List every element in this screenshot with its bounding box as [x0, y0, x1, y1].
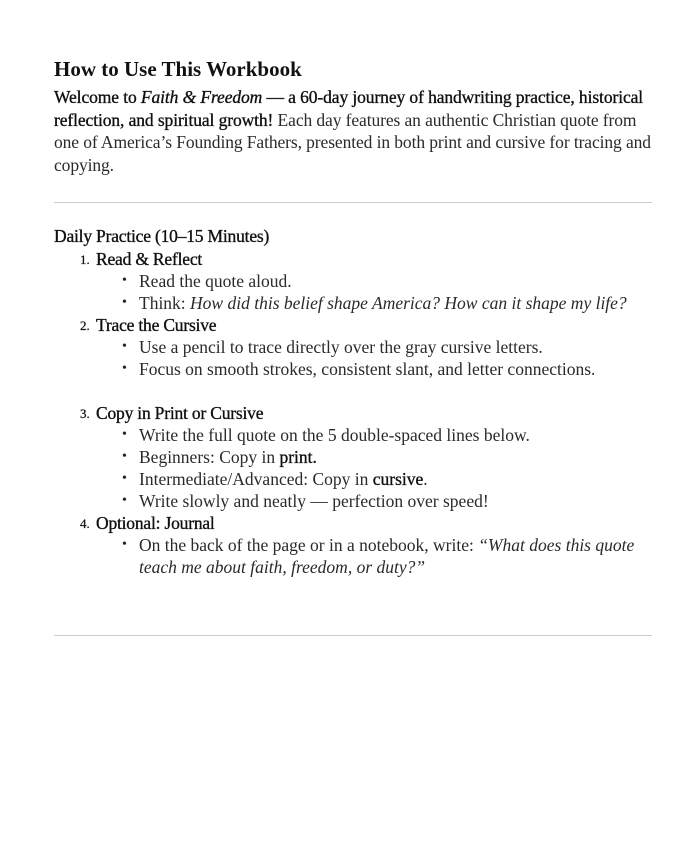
bullet-icon: • [122, 471, 127, 486]
bullet-item [122, 534, 652, 578]
bullet-text: Think: [139, 293, 191, 313]
step-number: 2. [80, 318, 90, 333]
bullet-icon: • [122, 537, 127, 552]
bullet-text: Read the quote aloud. [139, 271, 292, 291]
bullet-item [122, 424, 652, 446]
bullet-text: Write the full quote on the 5 double-spaced lines below. [139, 425, 530, 445]
intro-lead-prefix: Welcome to [54, 87, 141, 107]
step-item [54, 512, 652, 578]
page-title: How to Use This Workbook [54, 57, 302, 81]
bullet-icon: • [122, 273, 127, 288]
step-number: 1. [80, 252, 90, 267]
intro-body: Each day features an authentic Christian quote from one of America’s Founding Fathers, presented in both print and cursive for tracing and copying. [54, 109, 651, 175]
bullet-text: Focus on smooth strokes, consistent slant, and letter connections. [139, 359, 596, 379]
bullet-text-suffix: . [423, 469, 428, 489]
bullet-text: Write slowly and neatly — perfection over speed! [139, 491, 489, 511]
bullet-text: On the back of the page or in a notebook, write: [139, 535, 479, 555]
bullet-text: Beginners: Copy in [139, 447, 280, 467]
spacer [96, 380, 652, 402]
step-title: Optional: Journal [96, 513, 215, 533]
daily-practice-section [54, 224, 652, 578]
step-bullets [96, 336, 652, 380]
bullet-item [122, 270, 652, 292]
bullet-item [122, 292, 652, 314]
step-title: Copy in Print or Cursive [96, 403, 264, 423]
section-divider-top [54, 202, 652, 203]
step-number: 3. [80, 406, 90, 421]
workbook-page [54, 56, 652, 577]
step-item [54, 248, 652, 314]
step-bullets [96, 534, 652, 578]
bullet-icon: • [122, 449, 127, 464]
bullet-item [122, 468, 652, 490]
bullet-text: Use a pencil to trace directly over the gray cursive letters. [139, 337, 543, 357]
bullet-icon: • [122, 427, 127, 442]
bullet-text: Intermediate/Advanced: Copy in [139, 469, 373, 489]
bullet-item [122, 490, 652, 512]
daily-practice-heading: Daily Practice (10–15 Minutes) [54, 226, 270, 246]
step-bullets [96, 424, 652, 512]
steps-list [54, 248, 652, 578]
section-divider-bottom [54, 635, 652, 636]
bullet-icon: • [122, 361, 127, 376]
bullet-bold-text: print. [279, 447, 317, 467]
step-title: Read & Reflect [96, 249, 203, 269]
step-item [54, 314, 652, 402]
intro-paragraph [54, 86, 652, 176]
bullet-icon: • [122, 295, 127, 310]
bullet-bold-text: cursive [372, 469, 424, 489]
bullet-icon: • [122, 493, 127, 508]
intro-lead-suffix: — a 60-day journey of handwriting practice, historical reflection, and spiritual growth! [54, 87, 644, 130]
book-title: Faith & Freedom [140, 87, 263, 107]
bullet-item [122, 446, 652, 468]
bullet-icon: • [122, 339, 127, 354]
bullet-italic-text: How did this belief shape America? How can it shape my life? [190, 293, 627, 313]
bullet-italic-text: “What does this quote teach me about faith, freedom, or duty?” [139, 535, 635, 577]
bullet-item [122, 358, 652, 380]
bullet-item [122, 336, 652, 358]
step-number: 4. [80, 516, 90, 531]
step-title: Trace the Cursive [96, 315, 217, 335]
step-item [54, 402, 652, 512]
step-bullets [96, 270, 652, 314]
